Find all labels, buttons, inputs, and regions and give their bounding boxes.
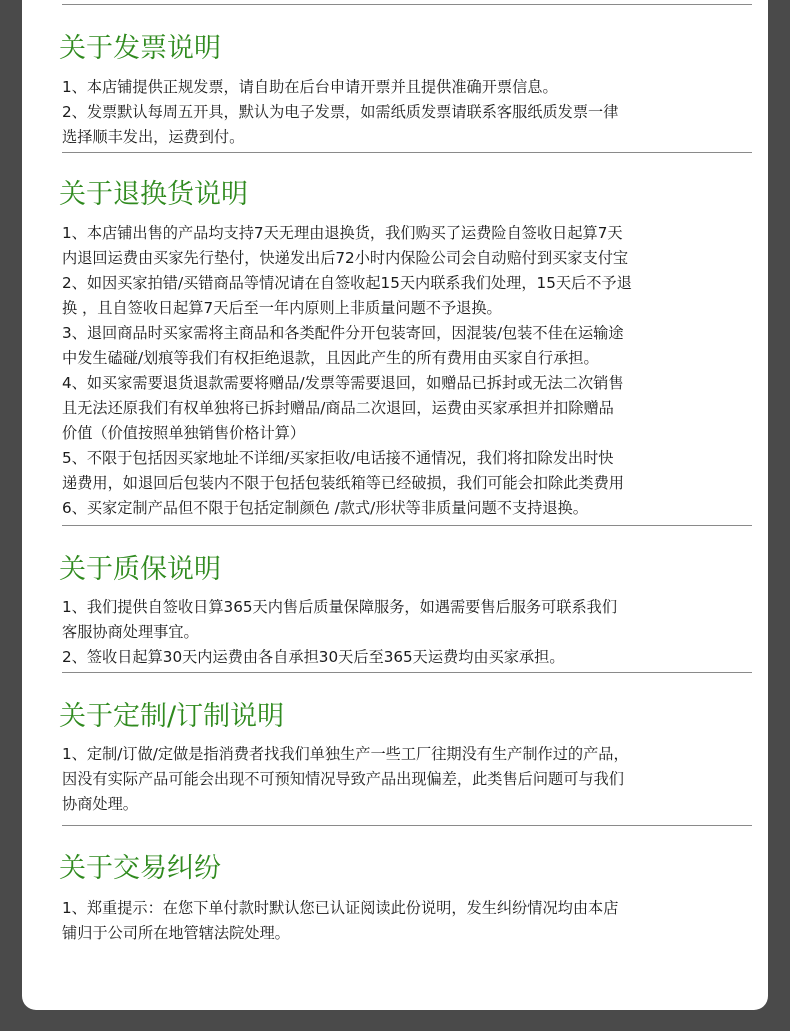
section-title-returns: 关于退换货说明 — [59, 179, 248, 210]
custom-line-1: 1、定制/订做/定做是指消费者找我们单独生产一些工厂往期没有生产制作过的产品， — [62, 745, 629, 763]
divider — [62, 825, 752, 826]
returns-line-6: 中发生磕碰/划痕等我们有权拒绝退款，且因此产生的所有费用由买家自行承担。 — [62, 349, 599, 367]
policy-card — [22, 0, 768, 1010]
invoice-line-1: 1、本店铺提供正规发票，请自助在后台申请开票并且提供准确开票信息。 — [62, 78, 558, 96]
returns-line-5: 3、退回商品时买家需将主商品和各类配件分开包装寄回，因混装/包装不佳在运输途 — [62, 324, 624, 342]
returns-line-9: 价值（价值按照单独销售价格计算） — [62, 424, 305, 442]
section-title-custom: 关于定制/订制说明 — [59, 701, 285, 732]
returns-line-1: 1、本店铺出售的产品均支持7天无理由退换货，我们购买了运费险自签收日起算7天 — [62, 224, 623, 242]
returns-line-12: 6、买家定制产品但不限于包括定制颜色 /款式/形状等非质量问题不支持退换。 — [62, 499, 588, 517]
section-title-warranty: 关于质保说明 — [59, 554, 221, 585]
disputes-line-2: 铺归于公司所在地管辖法院处理。 — [62, 924, 290, 942]
invoice-line-3: 选择顺丰发出，运费到付。 — [62, 128, 245, 146]
disputes-line-1: 1、郑重提示：在您下单付款时默认您已认证阅读此份说明，发生纠纷情况均由本店 — [62, 899, 619, 917]
divider — [62, 4, 752, 5]
divider — [62, 152, 752, 153]
warranty-line-1: 1、我们提供自签收日算365天内售后质量保障服务，如遇需要售后服务可联系我们 — [62, 598, 618, 616]
section-title-invoice: 关于发票说明 — [59, 33, 221, 64]
returns-line-2: 内退回运费由买家先行垫付，快递发出后72小时内保险公司会自动赔付到买家支付宝 — [62, 249, 629, 267]
custom-line-3: 协商处理。 — [62, 795, 138, 813]
returns-line-3: 2、如因买家拍错/买错商品等情况请在自签收起15天内联系我们处理，15天后不予退 — [62, 274, 632, 292]
warranty-line-3: 2、签收日起算30天内运费由各自承担30天后至365天运费均由买家承担。 — [62, 648, 565, 666]
section-title-disputes: 关于交易纠纷 — [59, 853, 221, 884]
returns-line-10: 5、不限于包括因买家地址不详细/买家拒收/电话接不通情况，我们将扣除发出时快 — [62, 449, 614, 467]
returns-line-7: 4、如买家需要退货退款需要将赠品/发票等需要退回，如赠品已拆封或无法二次销售 — [62, 374, 624, 392]
divider — [62, 525, 752, 526]
divider — [62, 672, 752, 673]
returns-line-8: 且无法还原我们有权单独将已拆封赠品/商品二次退回，运费由买家承担并扣除赠品 — [62, 399, 614, 417]
warranty-line-2: 客服协商处理事宜。 — [62, 623, 199, 641]
returns-line-4: 换 ，且自签收日起算7天后至一年内原则上非质量问题不予退换。 — [62, 299, 502, 317]
returns-line-11: 递费用，如退回后包装内不限于包括包装纸箱等已经破损，我们可能会扣除此类费用 — [62, 474, 624, 492]
custom-line-2: 因没有实际产品可能会出现不可预知情况导致产品出现偏差，此类售后问题可与我们 — [62, 770, 624, 788]
invoice-line-2: 2、发票默认每周五开具，默认为电子发票，如需纸质发票请联系客服纸质发票一律 — [62, 103, 619, 121]
